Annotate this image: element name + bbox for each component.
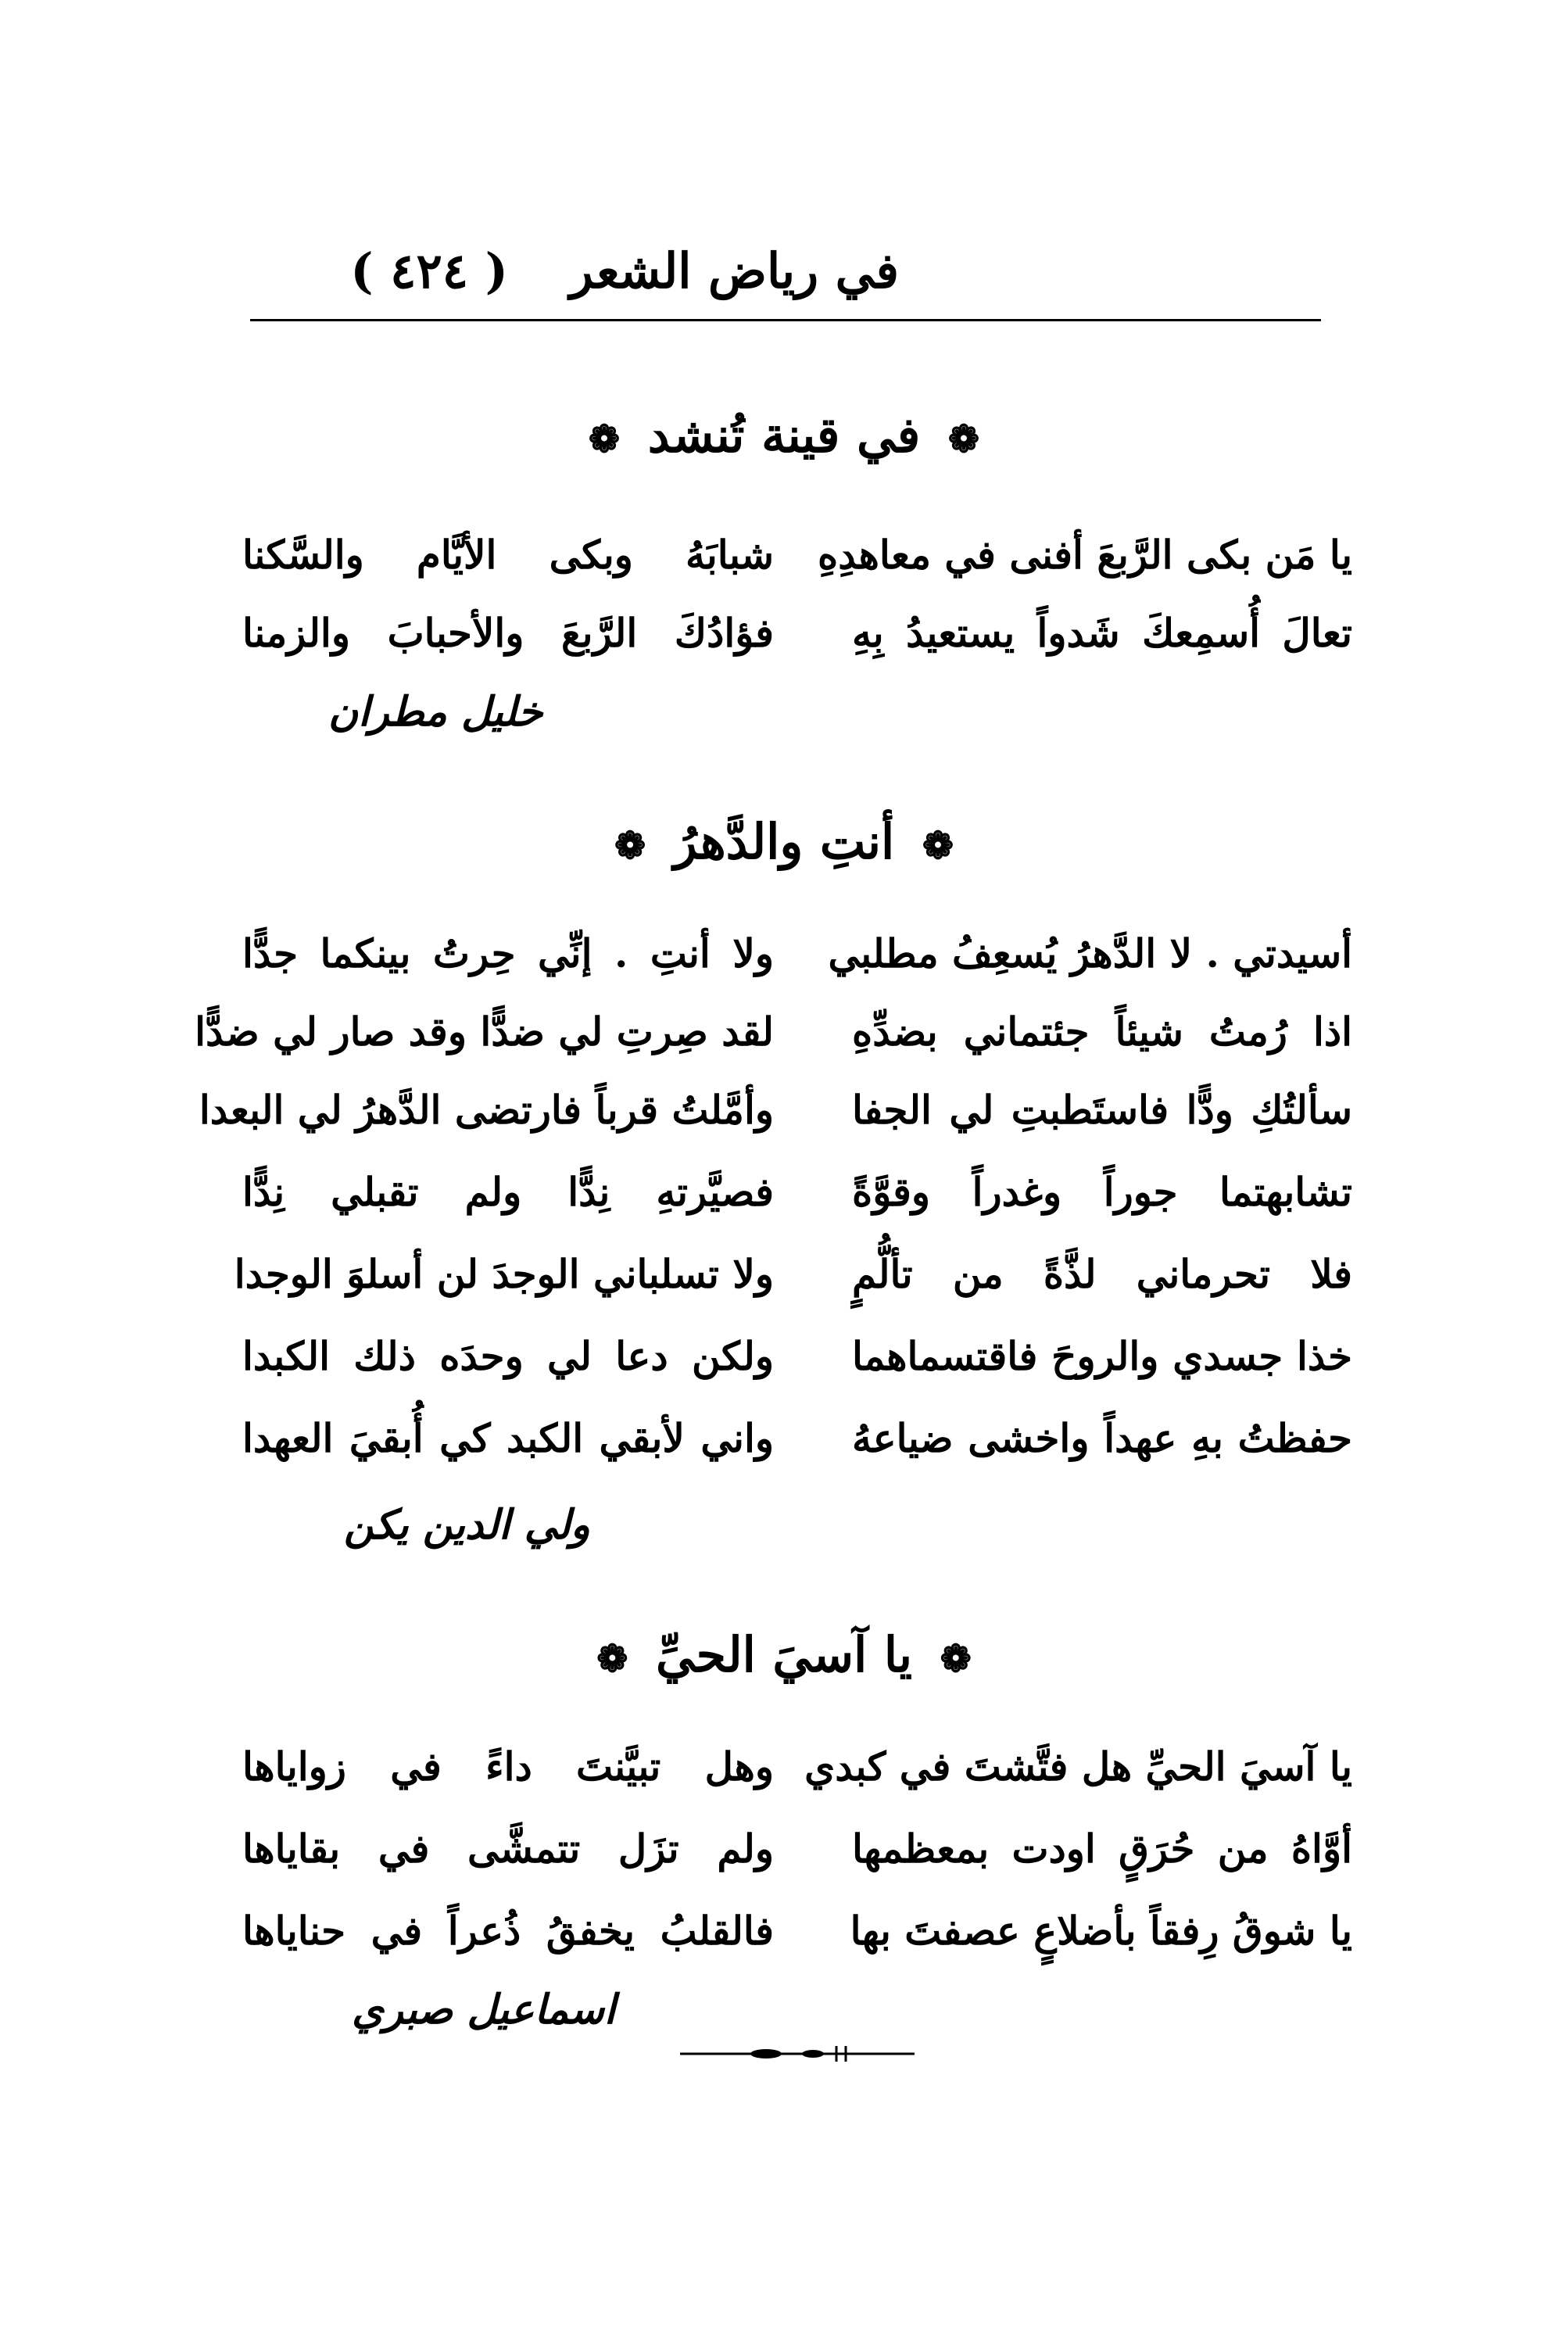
verse-line <box>242 1892 1352 1970</box>
poem-title-text: في قينة تُنشد <box>647 407 921 464</box>
ornament-icon: ❁ <box>596 1637 628 1681</box>
poem-title-text: يا آسيَ الحيِّ <box>656 1626 912 1683</box>
poet-signature: خليل مطران <box>328 688 543 736</box>
second-hemistich: فؤادُكَ الرَّبعَ والأحبابَ والزمنا <box>242 610 774 656</box>
verse-line <box>242 915 1352 993</box>
verse-line <box>242 1317 1352 1396</box>
second-hemistich: فالقلبُ يخفقُ ذُعراً في حناياها <box>242 1908 774 1954</box>
verse-line <box>195 993 1352 1071</box>
ornament-icon: ❁ <box>947 417 980 461</box>
verse-line <box>242 516 1352 594</box>
running-title: في رياض الشعر <box>569 242 899 299</box>
first-hemistich: يا شوقُ رِفقاً بأضلاعٍ عصفتَ بها <box>850 1908 1352 1954</box>
first-hemistich: تشابهتما جوراً وغدراً وقوَّةً <box>852 1169 1352 1215</box>
ornament-icon: ❁ <box>614 824 646 868</box>
second-hemistich: ولكن دعا لي وحدَه ذلك الكبدا <box>242 1333 774 1379</box>
first-hemistich: تعالَ أُسمِعكَ شَدواً يستعيدُ بِهِ <box>852 610 1352 656</box>
poet-signature: اسماعيل صبري <box>352 1986 616 2033</box>
second-hemistich: واني لأبقي الكبد كي أُبقيَ العهدا <box>242 1415 774 1461</box>
first-hemistich: أسيدتي . لا الدَّهرُ يُسعِفُ مطلبي <box>828 930 1352 976</box>
page-number: ( ٤٢٤ ) <box>350 242 508 299</box>
second-hemistich: فصيَّرتهِ نِدًّا ولم تقبلي نِدًّا <box>242 1169 774 1215</box>
second-hemistich: وأمَّلتُ قرباً فارتضى الدَّهرُ لي البعدا <box>199 1087 774 1133</box>
second-hemistich: شبابَهُ وبكى الأيَّام والسَّكنا <box>242 532 774 578</box>
first-hemistich: يا آسيَ الحيِّ هل فتَّشتَ في كبدي <box>804 1743 1352 1790</box>
poet-signature: ولي الدين يكن <box>344 1501 590 1549</box>
poem-title <box>0 813 1568 870</box>
poem-title <box>0 407 1568 464</box>
verse-line <box>242 594 1352 672</box>
verse-line <box>242 1810 1352 1888</box>
first-hemistich: سألتُكِ ودًّا فاستَطبتِ لي الجفا <box>852 1087 1352 1133</box>
verse-line <box>242 1399 1352 1478</box>
poem-title-text: أنتِ والدَّهرُ <box>673 813 895 870</box>
running-header <box>250 235 1321 313</box>
second-hemistich: ولم تزَل تتمشَّى في بقاياها <box>242 1826 774 1872</box>
second-hemistich: لقد صِرتِ لي ضدًّا وقد صار لي ضدًّا <box>195 1009 774 1055</box>
first-hemistich: حفظتُ بهِ عهداً واخشى ضياعهُ <box>852 1415 1352 1461</box>
first-hemistich: خذا جسدي والروحَ فاقتسماهما <box>852 1333 1352 1379</box>
first-hemistich: يا مَن بكى الرَّبعَ أفنى في معاهدِهِ <box>818 532 1352 578</box>
ornament-icon: ❁ <box>922 824 954 868</box>
first-hemistich: فلا تحرماني لذَّةً من تألُّمٍ <box>852 1251 1352 1297</box>
ornament-icon: ❁ <box>940 1637 972 1681</box>
verse-line <box>242 1153 1352 1231</box>
second-hemistich: ولا تسلباني الوجدَ لن أسلوَ الوجدا <box>234 1251 774 1297</box>
end-flourish-icon <box>680 2042 915 2066</box>
poem-title <box>0 1626 1568 1683</box>
verse-line <box>242 1728 1352 1806</box>
second-hemistich: وهل تبيَّنتَ داءً في زواياها <box>242 1743 774 1790</box>
first-hemistich: أوَّاهُ من حُرَقٍ اودت بمعظمها <box>852 1826 1352 1872</box>
header-rule <box>250 319 1321 321</box>
ornament-icon: ❁ <box>588 417 621 461</box>
first-hemistich: اذا رُمتُ شيئاً جئتماني بضدِّهِ <box>852 1009 1352 1055</box>
second-hemistich: ولا أنتِ . إنِّي حِرتُ بينكما جدًّا <box>242 930 774 976</box>
verse-line <box>234 1235 1352 1313</box>
verse-line <box>199 1071 1352 1149</box>
